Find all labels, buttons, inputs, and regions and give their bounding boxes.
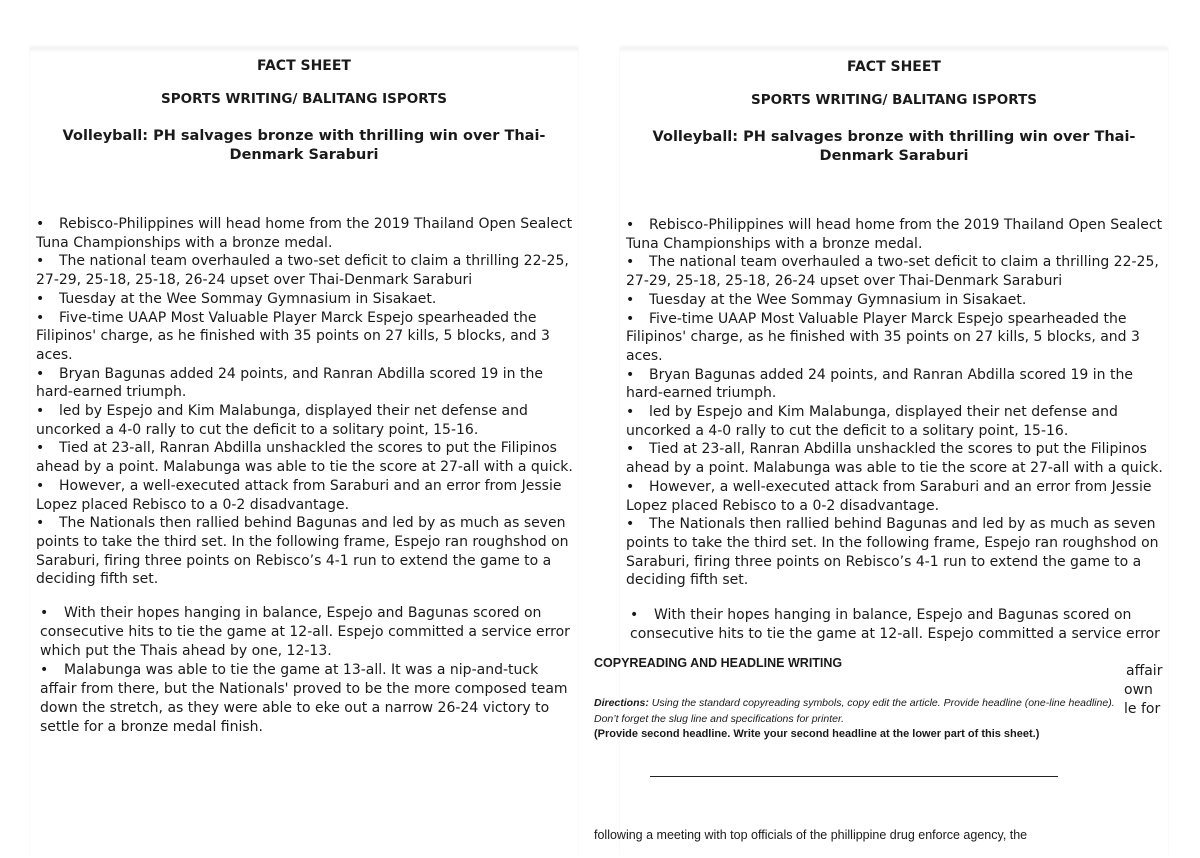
bullet-icon: • [36,290,45,307]
list-item: • The Nationals then rallied behind Bagunas and led by as much as seven points to take the third set. In the following frame, Espejo ran roughshod on Saraburi, firing three points on Rebisco’s 4-1 run to extend the game to a deciding fifth set. [626,516,1159,589]
list-item: • The national team overhauled a two-set deficit to claim a thrilling 22-25, 27-29, 25-18, 25-18, 26-24 upset over Thai-Denmark Saraburi [626,254,1159,290]
hidden-text-fragment: le for [1124,701,1161,717]
bullet-icon: • [36,440,45,457]
bullet-icon: • [36,309,45,326]
bullet-icon: • [626,217,635,233]
list-item: • The Nationals then rallied behind Bagunas and led by as much as seven points to take the third set. In the following frame, Espejo ran roughshod on Saraburi, firing three points on Rebisco’s 4-1 run to extend the game to a deciding fifth set. [36,515,569,588]
bullet-icon: • [630,607,639,623]
bullet-icon: • [36,515,45,532]
list-item: • Rebisco-Philippines will head home from the 2019 Thailand Open Sealect Tuna Championships with a bronze medal. [36,216,573,251]
directions-body: Using the standard copyreading symbols, copy edit the article. Provide headline (one-line headline). Don’t forget the slug line and specifications for printer. [594,697,1115,725]
copyreading-article-text: following a meeting with top officials of the phillippine drug enforce agency, the [594,828,1028,842]
bullet-icon: • [626,441,635,458]
bullet-icon: • [36,365,45,382]
list-item: • The national team overhauled a two-set deficit to claim a thrilling 22-25, 27-29, 25-18, 25-18, 26-24 upset over Thai-Denmark Saraburi [36,253,569,289]
list-item: • Rebisco-Philippines will head home from the 2019 Thailand Open Sealect Tuna Championships with a bronze medal. [626,217,1163,252]
category-heading: SPORTS WRITING/ BALITANG ISPORTS [161,91,447,107]
bullet-icon: • [626,478,635,495]
list-item: • Five-time UAAP Most Valuable Player Marck Espejo spearheaded the Filipinos' charge, as he finished with 35 points on 27 kills, 5 blocks, and 3 aces. [626,310,1140,364]
bullet-list-continued [630,606,1164,644]
bullet-icon: • [36,253,45,270]
fact-sheet-title: FACT SHEET [847,59,941,75]
second-headline-instruction: (Provide second headline. Write your second headline at the lower part of this sheet.) [594,728,1040,740]
headline-answer-line [650,776,1058,777]
article-headline: Volleyball: PH salvages bronze with thrilling win over Thai-Denmark Saraburi [652,129,1136,164]
bullet-icon: • [626,404,635,421]
list-item: • However, a well-executed attack from Saraburi and an error from Jessie Lopez placed Rebisco to a 0-2 disadvantage. [36,477,562,513]
bullet-icon: • [36,403,45,420]
fact-sheet-page-left [30,48,578,858]
list-item: • With their hopes hanging in balance, Espejo and Bagunas scored on consecutive hits to tie the game at 12-all. Espejo committed a service error [630,607,1160,642]
bullet-icon: • [626,254,635,271]
copyreading-title: COPYREADING AND HEADLINE WRITING [594,656,843,670]
article-headline: Volleyball: PH salvages bronze with thrilling win over Thai-Denmark Saraburi [62,128,546,163]
bullet-list [626,216,1166,590]
list-item: • led by Espejo and Kim Malabunga, displayed their net defense and uncorked a 4-0 rally to cut the deficit to a solitary point, 15-16. [626,404,1118,439]
directions-label: Directions: [594,697,649,709]
list-item: • Tied at 23-all, Ranran Abdilla unshackled the scores to put the Filipinos ahead by a point. Malabunga was able to tie the score at 27-all with a quick. [36,440,573,476]
list-item: • Tuesday at the Wee Sommay Gymnasium in Sisakaet. [626,291,1027,308]
bullet-icon: • [626,516,635,533]
bullet-list [36,215,576,589]
list-item: • With their hopes hanging in balance, Espejo and Bagunas scored on consecutive hits to tie the game at 12-all. Espejo committed a service error which put the Thais ahead by one, 12-13. [40,605,570,659]
bullet-icon: • [40,662,49,678]
list-item: • Tied at 23-all, Ranran Abdilla unshackled the scores to put the Filipinos ahead by a point. Malabunga was able to tie the score at 27-all with a quick. [626,441,1163,477]
bullet-icon: • [36,477,45,494]
bullet-icon: • [626,366,635,383]
hidden-text-fragment: affair [1126,663,1163,679]
category-heading: SPORTS WRITING/ BALITANG ISPORTS [751,92,1037,108]
list-item: • However, a well-executed attack from Saraburi and an error from Jessie Lopez placed Rebisco to a 0-2 disadvantage. [626,478,1152,514]
list-item: • Five-time UAAP Most Valuable Player Marck Espejo spearheaded the Filipinos' charge, as he finished with 35 points on 27 kills, 5 blocks, and 3 aces. [36,309,550,363]
hidden-text-fragment: own [1124,682,1153,698]
bullet-icon: • [36,216,45,232]
list-item: • led by Espejo and Kim Malabunga, displayed their net defense and uncorked a 4-0 rally to cut the deficit to a solitary point, 15-16. [36,403,528,438]
list-item: • Bryan Bagunas added 24 points, and Ranran Abdilla scored 19 in the hard-earned triumph. [626,366,1133,402]
bullet-icon: • [626,310,635,327]
bullet-icon: • [626,291,635,308]
list-item: • Bryan Bagunas added 24 points, and Ranran Abdilla scored 19 in the hard-earned triumph. [36,365,543,401]
list-item: • Malabunga was able to tie the game at 13-all. It was a nip-and-tuck affair from there, but the Nationals' proved to be the more composed team down the stretch, as they were able to eke out a narrow 26-24 victory to settle for a bronze medal finish. [40,662,568,735]
bullet-icon: • [40,605,49,621]
fact-sheet-title: FACT SHEET [257,58,351,74]
directions-text [594,695,1116,727]
bullet-list-continued [40,604,574,737]
list-item: • Tuesday at the Wee Sommay Gymnasium in Sisakaet. [36,290,437,307]
